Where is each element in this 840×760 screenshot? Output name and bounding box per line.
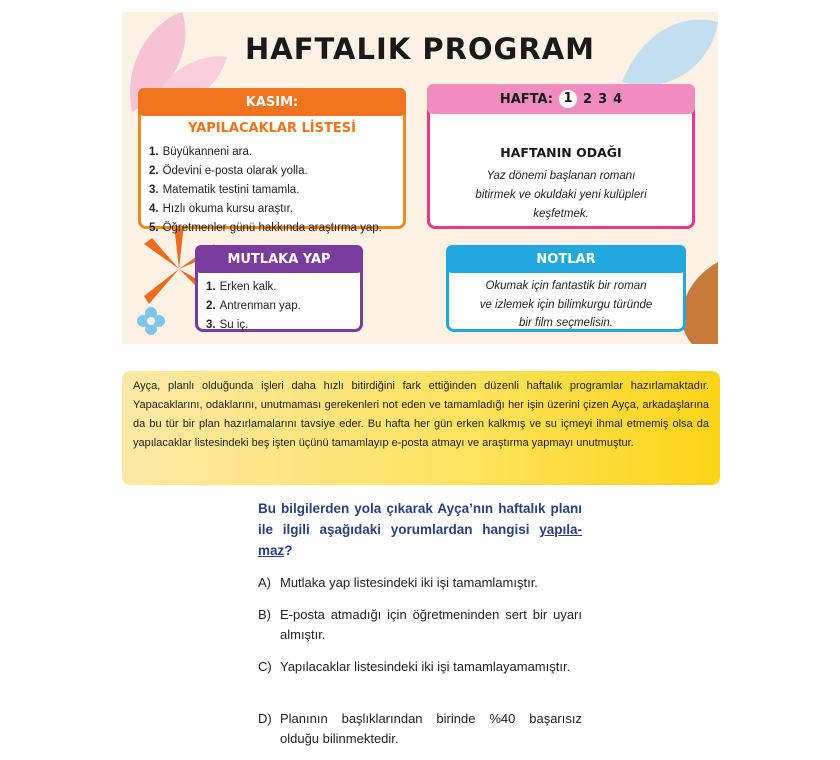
todo-list-title: YAPILACAKLAR LİSTESİ xyxy=(188,121,356,136)
option-c[interactable]: C) Yapılacaklar listesindeki iki işi tamamlayamamıştır. xyxy=(258,659,571,674)
option-b[interactable]: B) E-posta atmadığı için öğretmeninden sert bir uyarı almıştır. xyxy=(258,607,582,642)
list-item: 2. Antrenman yap. xyxy=(206,300,301,312)
month-header: KASIM: xyxy=(138,88,406,116)
list-item: 3. Su iç. xyxy=(206,319,249,331)
list-item: 2. Ödevini e-posta olarak yolla. xyxy=(149,165,308,177)
notes-header: NOTLAR xyxy=(446,245,686,273)
todo-list xyxy=(149,143,382,238)
current-week-marker: 1 xyxy=(559,90,577,108)
poster-title: HAFTALIK PROGRAM xyxy=(244,32,595,66)
week-focus-text: Yaz dönemi başlanan romanı bitirmek ve okuldaki yeni kulüpleri keşfetmek. xyxy=(475,170,647,220)
question-underlined-word: yapıla-maz xyxy=(258,522,582,558)
flower-decoration-icon xyxy=(136,306,166,336)
notes-card xyxy=(446,245,686,332)
weekly-program-poster xyxy=(122,12,718,344)
notes-text: Okumak için fantastik bir roman ve izlemek için bilimkurgu türünde bir film seçmelisin. xyxy=(479,280,653,329)
list-item: 5. Öğretmenler günü hakkında araştırma yap. xyxy=(149,222,382,234)
list-item: 3. Matematik testini tamamla. xyxy=(149,184,300,196)
week-card xyxy=(427,84,695,229)
must-do-list xyxy=(206,278,301,335)
week-header: HAFTA: 1 2 3 4 xyxy=(427,84,695,114)
week-focus-title: HAFTANIN ODAĞI xyxy=(500,145,622,160)
list-item: 1. Erken kalk. xyxy=(206,281,277,293)
must-do-header: MUTLAKA YAP xyxy=(195,245,363,273)
option-a[interactable]: A) Mutlaka yap listesindeki iki işi tamamlamıştır. xyxy=(258,575,538,590)
option-d[interactable]: D) Planının başlıklarından birinde %40 başarısız olduğu bilinmektedir. xyxy=(258,711,582,746)
question-stem: Bu bilgilerden yola çıkarak Ayça’nın haftalık planı ile ilgili aşağıdaki yorumlardan hangisi yapıla-maz? xyxy=(258,501,582,558)
must-do-card xyxy=(195,245,363,332)
list-item: 1. Büyükanneni ara. xyxy=(149,146,253,158)
todo-card xyxy=(138,88,406,234)
list-item: 4. Hızlı okuma kursu araştır. xyxy=(149,203,293,215)
info-paragraph: Ayça, planlı olduğunda işleri daha hızlı bitirdiğini fark ettiğinden düzenli haftalık programlar hazırlamaktadır. Yapacaklarını, odaklarını, unutmaması gerekenleri not eden ve tamamladığı her işin üzerini çizen Ayça, arkadaşlarına da bu tür bir plan hazırlamalarını tavsiye eder. Bu hafta her gün erken kalkmış ve su içmeyi ihmal etmemiş olsa da yapılacaklar listesindeki beş işten üçünü tamamlayıp e-posta atmayı ve araştırma yapmayı unutmuştur. xyxy=(122,371,720,485)
